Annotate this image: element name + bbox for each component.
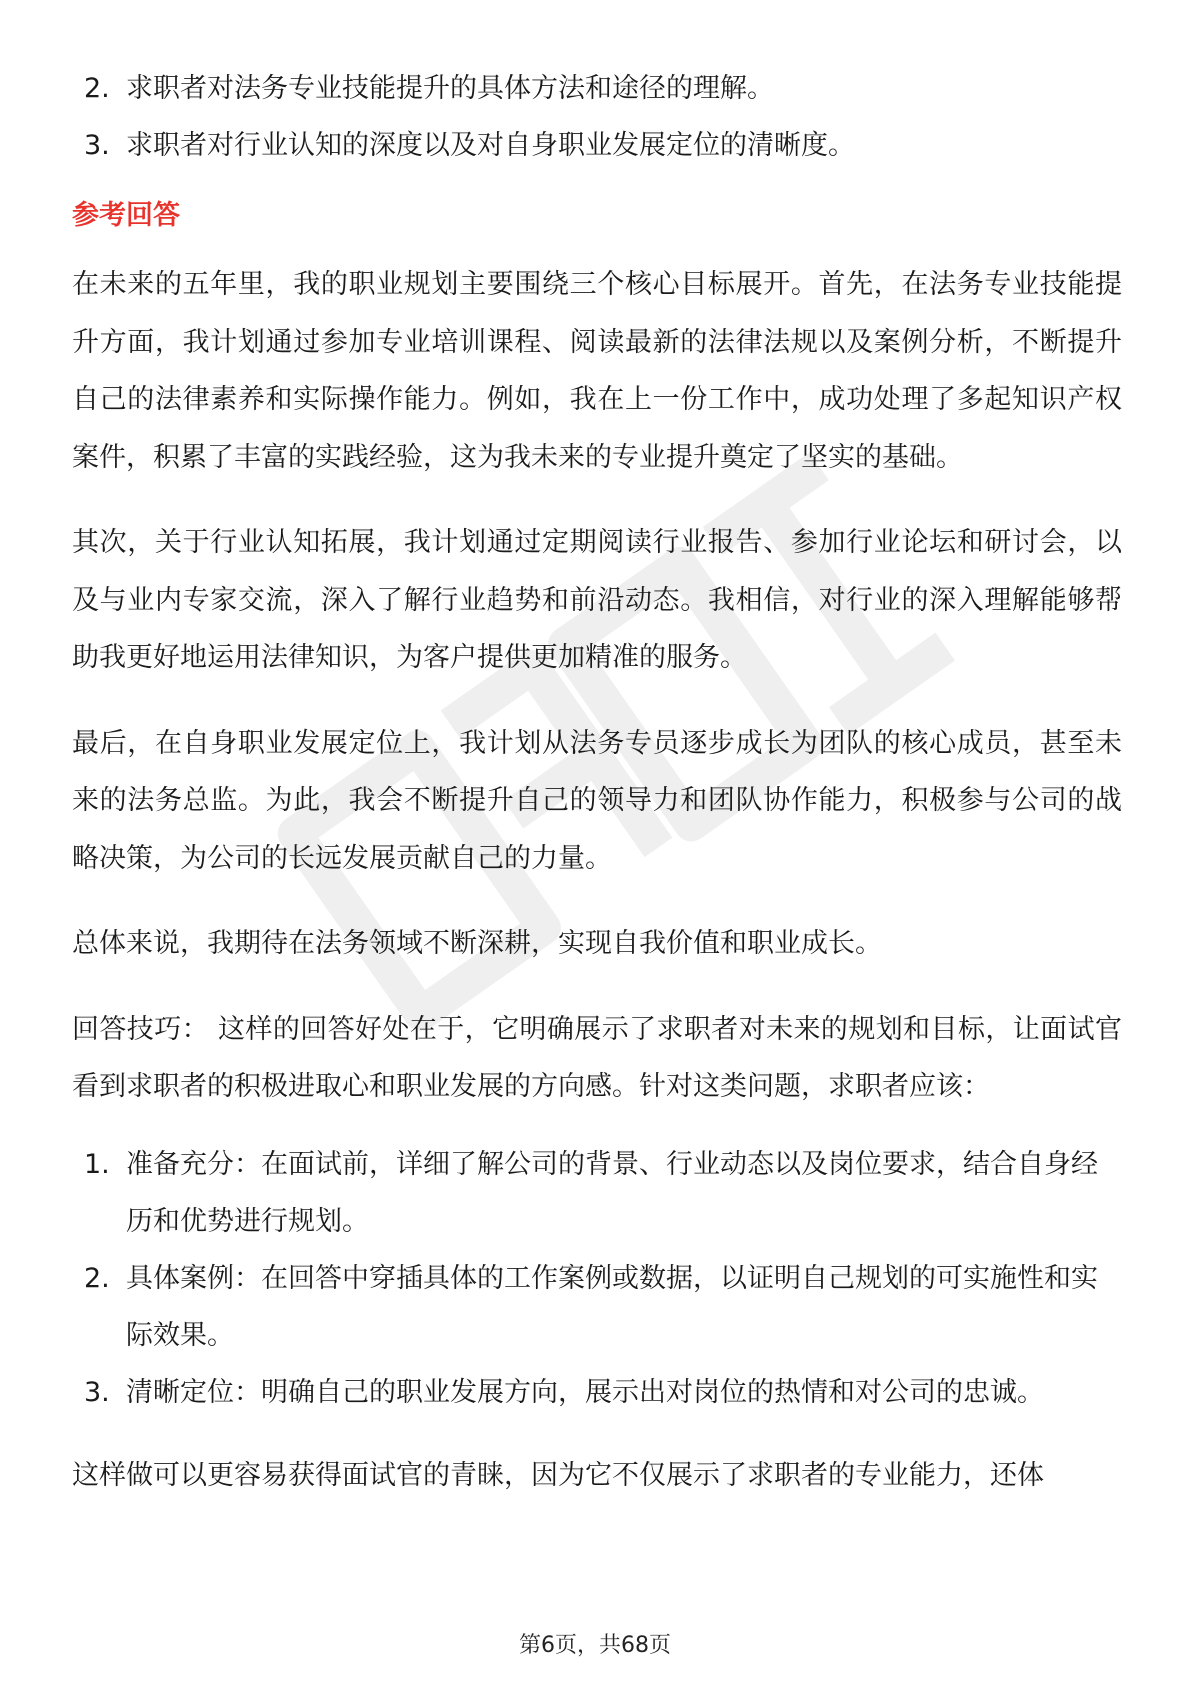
list-item-text: 求职者对行业认知的深度以及对自身职业发展定位的清晰度。 [126, 130, 855, 161]
top-numbered-list [72, 60, 1122, 174]
list-number: 3. [84, 130, 110, 161]
list-item-text: 清晰定位：明确自己的职业发展方向，展示出对岗位的热情和对公司的忠诚。 [126, 1376, 1044, 1408]
summary-paragraph: 总体来说，我期待在法务领域不断深耕，实现自我价值和职业成长。 [72, 928, 882, 959]
list-item [72, 117, 1122, 174]
list-number: 1. [84, 1148, 110, 1180]
closing-paragraph: 这样做可以更容易获得面试官的青睐，因为它不仅展示了求职者的专业能力，还体 [72, 1459, 1044, 1491]
answer-paragraph: 其次，关于行业认知拓展，我计划通过定期阅读行业报告、参加行业论坛和研讨会，以及与业内专家交流，深入了解行业趋势和前沿动态。我相信，对行业的深入理解能够帮助我更好地运用法律知识，为客户提供更加精准的服务。 [72, 527, 1122, 673]
tips-numbered-list [72, 1136, 1122, 1421]
section-heading: 参考回答 [72, 200, 180, 231]
list-number: 2. [84, 1262, 110, 1294]
list-item [72, 60, 1122, 117]
list-item [72, 1364, 1122, 1421]
list-item [72, 1250, 1122, 1364]
list-item [72, 1136, 1122, 1250]
list-item-text: 具体案例：在回答中穿插具体的工作案例或数据，以证明自己规划的可实施性和实际效果。 [126, 1262, 1098, 1351]
list-item-text: 准备充分：在面试前，详细了解公司的背景、行业动态以及岗位要求，结合自身经历和优势进行规划。 [126, 1148, 1098, 1237]
answer-paragraph: 最后，在自身职业发展定位上，我计划从法务专员逐步成长为团队的核心成员，甚至未来的法务总监。为此，我会不断提升自己的领导力和团队协作能力，积极参与公司的战略决策，为公司的长远发展贡献自己的力量。 [72, 727, 1122, 874]
page-footer: 第6页，共68页 [519, 1633, 671, 1658]
tips-intro-paragraph: 回答技巧： 这样的回答好处在于，它明确展示了求职者对未来的规划和目标，让面试官看到求职者的积极进取心和职业发展的方向感。针对这类问题，求职者应该： [72, 1013, 1122, 1102]
list-item-text: 求职者对法务专业技能提升的具体方法和途径的理解。 [126, 73, 774, 104]
answer-paragraph: 在未来的五年里，我的职业规划主要围绕三个核心目标展开。首先，在法务专业技能提升方面，我计划通过参加专业培训课程、阅读最新的法律法规以及案例分析，不断提升自己的法律素养和实际操作能力。例如，我在上一份工作中，成功处理了多起知识产权案件，积累了丰富的实践经验，这为我未来的专业提升奠定了坚实的基础。 [72, 269, 1122, 473]
content-area [72, 60, 1122, 1532]
list-number: 3. [84, 1376, 110, 1408]
list-number: 2. [84, 73, 110, 104]
